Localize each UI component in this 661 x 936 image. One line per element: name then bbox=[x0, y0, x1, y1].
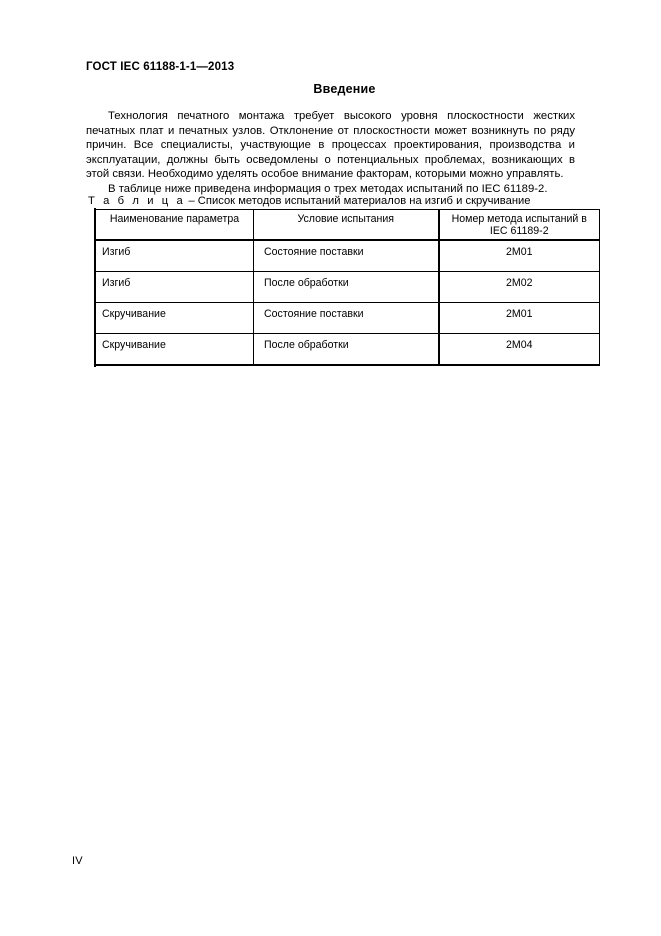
table-caption bbox=[88, 195, 531, 207]
cell-parameter: Скручивание bbox=[96, 303, 254, 334]
table-row bbox=[96, 334, 600, 366]
table-head bbox=[96, 210, 600, 241]
column-header-parameter: Наименование параметра bbox=[96, 210, 254, 241]
cell-method: 2M02 bbox=[439, 272, 600, 303]
column-header-method: Номер метода испытаний в IEC 61189-2 bbox=[439, 210, 600, 241]
cell-condition: После обработки bbox=[254, 334, 439, 366]
paragraph-1: Технология печатного монтажа требует высокого уровня плоскостности жестких печатных плат и печатных узлов. Отклонение от плоскостности может возникнуть по ряду причин. Все специалисты, участвующие в процессах проектирования, производства и эксплуатации, должны быть осведомлены о потенциальных проблемах, возникающих в этой связи. Необходимо уделять особое внимание факторам, которыми можно управлять. bbox=[86, 110, 575, 181]
table-header-row bbox=[96, 210, 600, 241]
cell-parameter: Изгиб bbox=[96, 272, 254, 303]
running-header: ГОСТ IEC 61188-1-1—2013 bbox=[86, 61, 235, 73]
table-row bbox=[96, 272, 600, 303]
cell-method: 2M01 bbox=[439, 240, 600, 272]
cell-condition: После обработки bbox=[254, 272, 439, 303]
page-number: IV bbox=[72, 855, 83, 867]
table-body bbox=[96, 240, 600, 365]
table-caption-label: Т а б л и ц а bbox=[88, 195, 186, 207]
cell-condition: Состояние поставки bbox=[254, 240, 439, 272]
cell-parameter: Скручивание bbox=[96, 334, 254, 366]
cell-condition: Состояние поставки bbox=[254, 303, 439, 334]
column-header-condition: Условие испытания bbox=[254, 210, 439, 241]
test-methods-table bbox=[95, 209, 600, 366]
table-row bbox=[96, 240, 600, 272]
paragraph-2: В таблице ниже приведена информация о трех методах испытаний по IEC 61189-2. bbox=[108, 182, 548, 195]
cell-method: 2M04 bbox=[439, 334, 600, 366]
section-heading: Введение bbox=[313, 82, 376, 96]
cell-parameter: Изгиб bbox=[96, 240, 254, 272]
table-row bbox=[96, 303, 600, 334]
cell-method: 2M01 bbox=[439, 303, 600, 334]
test-methods-table-container bbox=[95, 209, 599, 366]
table-caption-text: – Список методов испытаний материалов на изгиб и скручивание bbox=[185, 195, 531, 207]
body-text bbox=[86, 109, 575, 196]
